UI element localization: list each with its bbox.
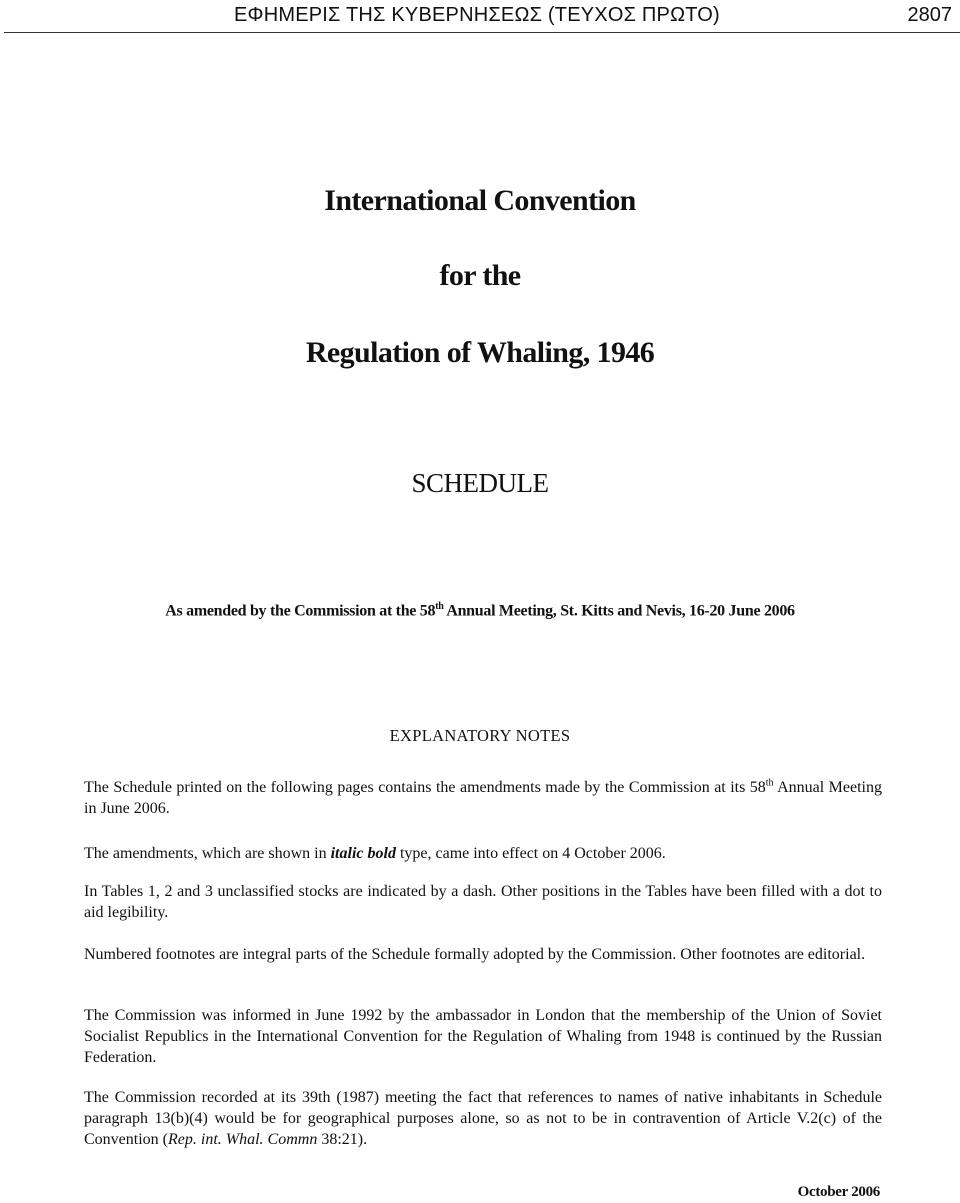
paragraph-2 <box>84 843 882 864</box>
p6-citation: Rep. int. Whal. Commn <box>168 1131 318 1148</box>
amended-text-before: As amended by the Commission at the 58 <box>165 602 436 620</box>
header-divider <box>4 32 960 33</box>
schedule-heading: SCHEDULE <box>411 468 549 498</box>
p6-text-after: 38:21). <box>317 1131 368 1148</box>
paragraph-4: Numbered footnotes are integral parts of the Schedule formally adopted by the Commission. Other footnotes are editorial. <box>84 946 866 963</box>
page-header <box>0 0 960 34</box>
title-line-2: for the <box>439 259 521 292</box>
title-line-1: International Convention <box>324 184 636 217</box>
gazette-header-title: ΕΦΗΜΕΡΙΣ ΤΗΣ ΚΥΒΕΡΝΗΣΕΩΣ (ΤΕΥΧΟΣ ΠΡΩΤΟ) <box>234 4 720 26</box>
page-number: 2807 <box>907 4 952 26</box>
paragraph-5: The Commission was informed in June 1992 by the ambassador in London that the membership of the Union of Soviet Socialist Republics in the International Convention for the Regulation of Whaling from 1948 is continued by the Russian Federation. <box>84 1007 882 1066</box>
p1-text-after: Annual Meeting in June 2006. <box>84 779 882 817</box>
amended-text-after: Annual Meeting, St. Kitts and Nevis, 16-20 June 2006 <box>443 602 795 620</box>
p6-text-before: The Commission recorded at its 39th (1987) meeting the fact that references to names of native inhabitants in Schedule paragraph 13(b)(4) would be for geographical purposes alone, so as not to be in contravention of Article V.2(c) of the Convention ( <box>84 1089 882 1148</box>
p2-text-after: type, came into effect on 4 October 2006. <box>395 845 666 862</box>
p1-superscript: th <box>765 777 774 789</box>
footer-date: October 2006 <box>797 1184 880 1200</box>
paragraph-6 <box>84 1087 882 1150</box>
p2-text-before: The amendments, which are shown in <box>84 845 331 862</box>
p2-emphasis: italic bold <box>330 845 396 862</box>
amended-line <box>0 601 960 620</box>
amended-superscript: th <box>435 601 444 612</box>
paragraph-3: In Tables 1, 2 and 3 unclassified stocks are indicated by a dash. Other positions in the Tables have been filled with a dot to aid legibility. <box>84 883 882 921</box>
explanatory-notes-heading: EXPLANATORY NOTES <box>389 726 571 745</box>
p1-text-before: The Schedule printed on the following pages contains the amendments made by the Commission at its 58 <box>84 779 766 796</box>
paragraph-1 <box>84 777 882 819</box>
title-line-3: Regulation of Whaling, 1946 <box>305 336 655 369</box>
